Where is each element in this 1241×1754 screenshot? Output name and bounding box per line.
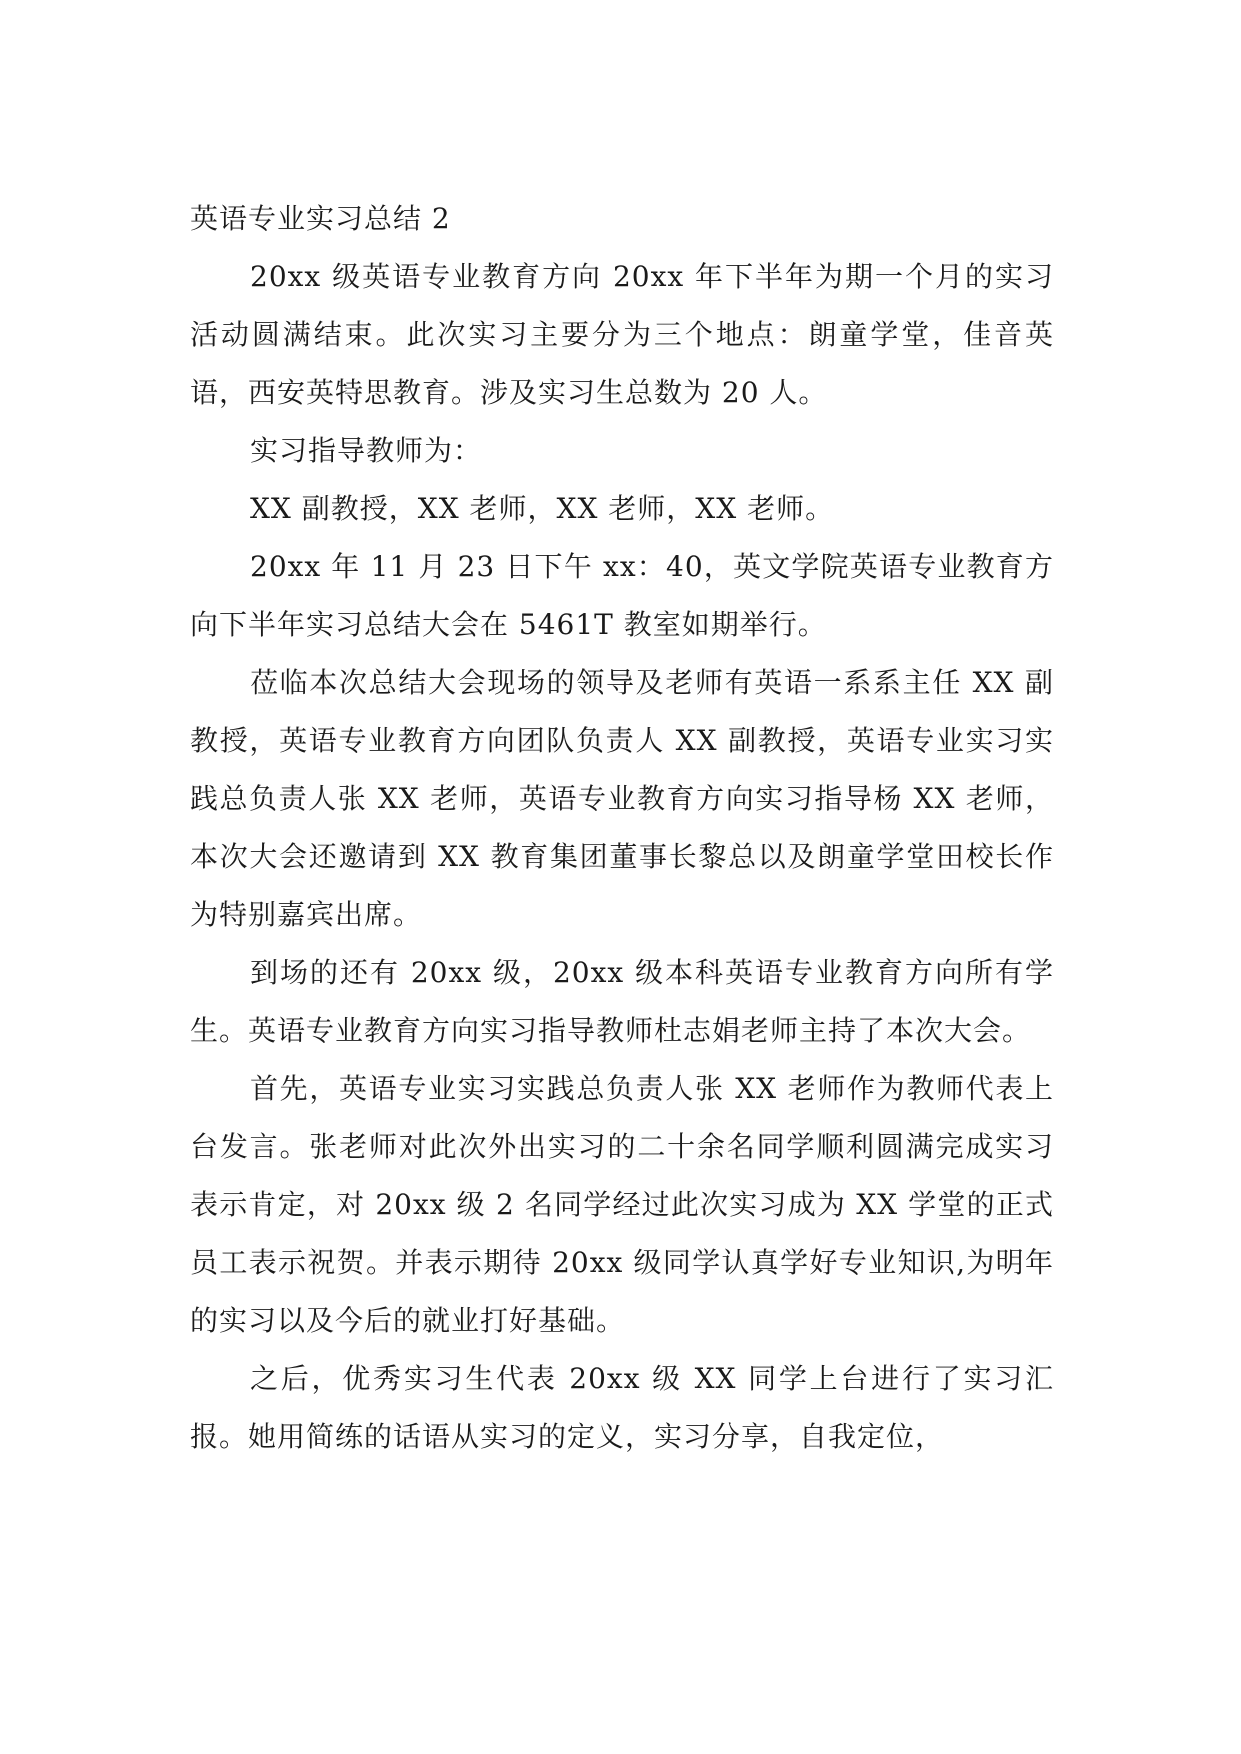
paragraph-meeting-time: 20xx 年 11 月 23 日下午 xx：40，英文学院英语专业教育方向下半年实习总结大会在 5461T 教室如期举行。 — [190, 550, 1054, 641]
paragraph-attending-leaders: 莅临本次总结大会现场的领导及老师有英语一系系主任 XX 副教授，英语专业教育方向团队负责人 XX 副教授，英语专业实习实践总负责人张 XX 老师，英语专业教育方向实习指导杨 XX 老师，本次大会还邀请到 XX 教育集团董事长黎总以及朗童学堂田校长作为特别嘉宾出席。 — [190, 666, 1054, 931]
paragraph-instructors-heading: 实习指导教师为： — [250, 434, 483, 467]
paragraph-teacher-speech: 首先，英语专业实习实践总负责人张 XX 老师作为教师代表上台发言。张老师对此次外出实习的二十余名同学顺利圆满完成实习表示肯定，对 20xx 级 2 名同学经过此次实习成为 XX 学堂的正式员工表示祝贺。并表示期待 20xx 级同学认真学好专业知识,为明年的实习以及今后的就业打好基础。 — [190, 1072, 1054, 1337]
paragraph-internship-overview: 20xx 级英语专业教育方向 20xx 年下半年为期一个月的实习活动圆满结束。此次实习主要分为三个地点：朗童学堂，佳音英语，西安英特思教育。涉及实习生总数为 20 人。 — [190, 260, 1054, 409]
paragraph-instructors-list: XX 副教授，XX 老师，XX 老师，XX 老师。 — [250, 492, 835, 525]
document-body — [190, 190, 1054, 1466]
paragraph-student-report: 之后，优秀实习生代表 20xx 级 XX 同学上台进行了实习汇报。她用简练的话语从实习的定义，实习分享，自我定位， — [190, 1362, 1054, 1453]
document-title: 英语专业实习总结 2 — [190, 202, 451, 235]
paragraph-attending-students: 到场的还有 20xx 级，20xx 级本科英语专业教育方向所有学生。英语专业教育方向实习指导教师杜志娟老师主持了本次大会。 — [190, 956, 1054, 1047]
